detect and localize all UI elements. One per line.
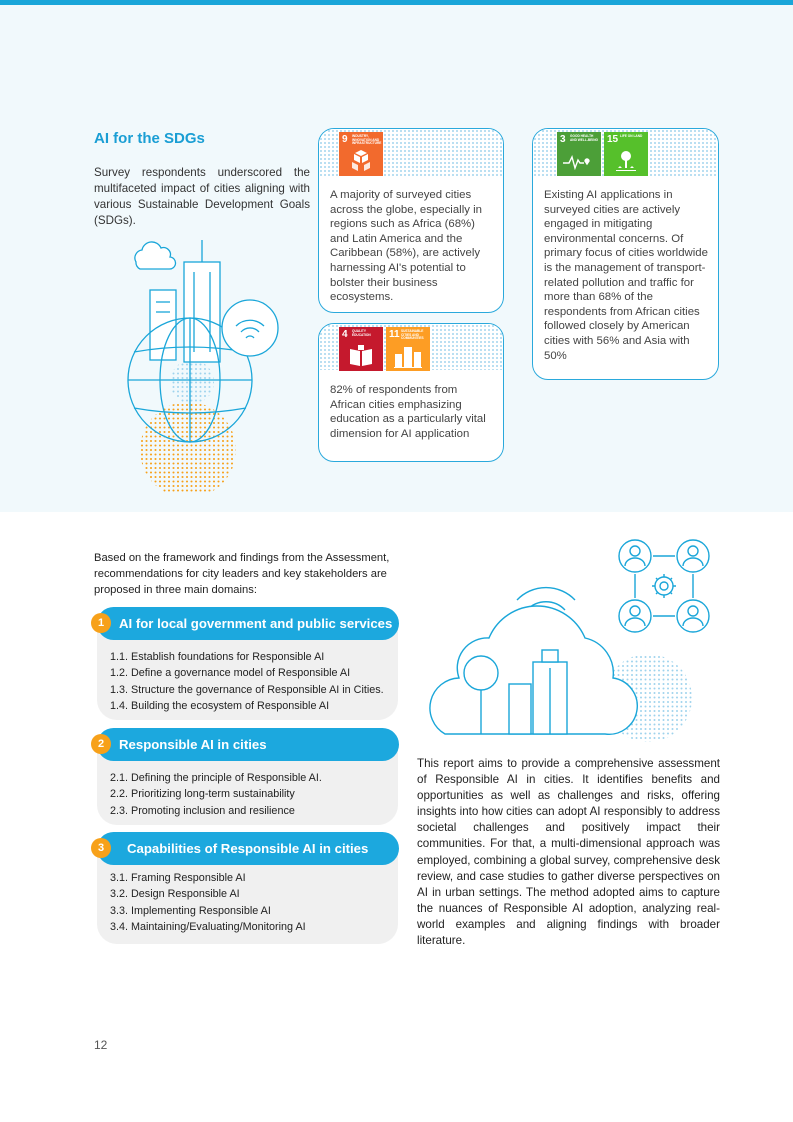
page-number: 12 <box>94 1038 108 1052</box>
list-item: 1.4. Building the ecosystem of Responsible AI <box>110 700 330 713</box>
domain-1-list <box>110 649 384 715</box>
list-item: 2.1. Defining the principle of Responsible AI. <box>110 772 322 784</box>
section-intro: Survey respondents underscored the multifaceted impact of cities aligning with various Sustainable Development Goals (SDGs). <box>94 166 310 227</box>
sdg-number: 9 <box>342 134 348 145</box>
list-item: 3.2. Design Responsible AI <box>110 888 240 901</box>
sdg-goal-15-tile <box>604 132 648 176</box>
sdg-number: 15 <box>607 134 619 145</box>
user-network <box>619 540 709 632</box>
domain-1-number-badge: 1 <box>91 613 111 633</box>
sdg-number: 4 <box>342 329 348 340</box>
list-item: 1.1. Establish foundations for Responsible AI <box>110 651 325 663</box>
domain-3-header <box>97 832 399 865</box>
list-item: 1.3. Structure the governance of Responsible AI in Cities. <box>110 683 384 696</box>
sdg-number: 3 <box>560 134 566 145</box>
globe-city-illustration <box>122 232 282 499</box>
sdg-goal-3-tile <box>557 132 601 176</box>
sdg-goal-4-tile <box>339 327 383 371</box>
list-item: 3.3. Implementing Responsible AI <box>110 904 271 917</box>
list-item: 3.4. Maintaining/Evaluating/Monitoring AI <box>110 921 306 934</box>
book-icon <box>349 345 373 367</box>
domain-3-list <box>110 870 306 936</box>
domain-3-number-badge: 3 <box>91 838 111 858</box>
sdg-label: GOOD HEALTH AND WELL-BEING <box>570 134 598 142</box>
sdg-card-business <box>318 128 504 313</box>
cubes-icon <box>349 150 373 172</box>
sdg-number: 11 <box>389 329 400 340</box>
buildings-icon <box>394 344 422 368</box>
sdg-label: INDUSTRY, INNOVATION AND INFRASTRUCTURE <box>352 134 382 146</box>
cloud-network-illustration <box>423 538 723 753</box>
domain-2-number-badge: 2 <box>91 734 111 754</box>
heartbeat-icon <box>563 154 591 170</box>
domain-title: Responsible AI in cities <box>119 737 267 752</box>
domain-2-header <box>97 728 399 761</box>
domain-1-header <box>97 607 399 640</box>
sdg-label: QUALITY EDUCATION <box>352 329 371 337</box>
card-text: 82% of respondents from African cities emphasizing education as a particularly vital dimension for AI application <box>330 384 486 440</box>
sdg-card-environment <box>532 128 719 380</box>
sdg-goal-11-tile <box>386 327 430 371</box>
section-title: AI for the SDGs <box>94 130 205 147</box>
sdg-label: SUSTAINABLE CITIES AND COMMUNITIES <box>401 329 424 341</box>
card-text: Existing AI applications in surveyed cities are actively engaged in mitigating environmental concerns. Of primary focus of cities worldwide is the management of transport-related pollution and traffic for more than 68% of the respondents from African cities followed closely by American cities with 56% and Asia with 50% <box>544 189 708 362</box>
domain-title: AI for local government and public services <box>119 616 393 631</box>
sdg-label: LIFE ON LAND <box>620 134 643 138</box>
list-item: 2.3. Promoting inclusion and resilience <box>110 804 295 817</box>
recommendations-intro: Based on the framework and findings from the Assessment, recommendations for city leaders and key stakeholders are proposed in three main domains: <box>94 552 390 596</box>
report-summary: This report aims to provide a comprehensive assessment of Responsible AI in cities. It identifies benefits and opportunities as well as challenges and risks, offering insights into how cities can adopt AI responsibly to address societal challenges and positively impact their communities. For that, a multi-dimensional approach was employed, combining a global survey, comprehensive desk review, and case studies to gather diverse perspectives on AI in urban settings. The method adopted aims to capture the nuances of Responsible AI adoption, analyzing real-world examples and aligning findings with broader literature. <box>417 757 720 948</box>
list-item: 2.2. Prioritizing long-term sustainability <box>110 788 295 801</box>
tree-icon <box>614 150 638 172</box>
domain-2-list <box>110 770 322 819</box>
domain-title: Capabilities of Responsible AI in cities <box>127 841 369 856</box>
list-item: 3.1. Framing Responsible AI <box>110 872 246 884</box>
sdg-goal-9-tile <box>339 132 383 176</box>
list-item: 1.2. Define a governance model of Responsible AI <box>110 667 351 680</box>
card-text: A majority of surveyed cities across the globe, especially in regions such as Africa (68%) and Latin America and the Caribbean (58%), are actively harnessing AI's potential to bolster their business ecosystems. <box>330 189 482 304</box>
sdg-card-education <box>318 323 504 462</box>
